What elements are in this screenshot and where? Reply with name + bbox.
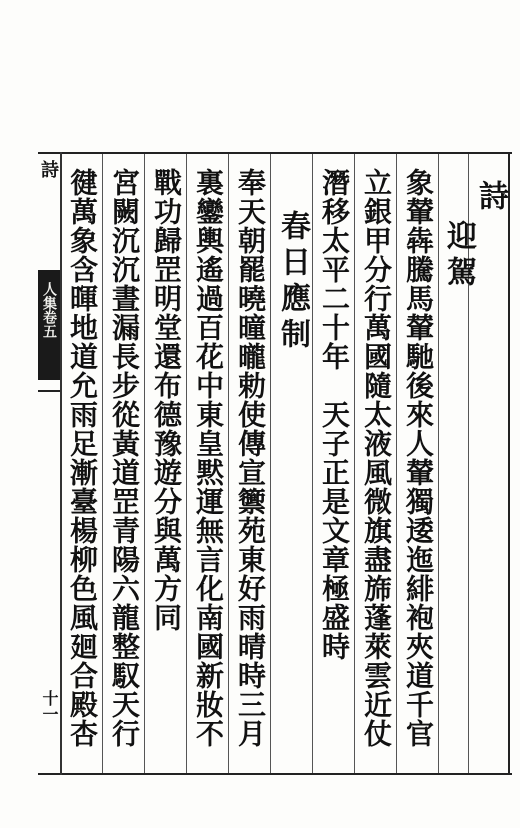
poem-line: 戰功歸罡明堂還布德豫遊分與萬方同 xyxy=(150,168,183,632)
column-rule xyxy=(354,154,355,773)
margin-volume-label: 人集卷五 xyxy=(40,282,58,372)
column-rule xyxy=(102,154,103,773)
poem-line: 象輦犇騰馬輦馳後來人輦獨逶迤緋袍夾道千官 xyxy=(402,168,435,748)
poem-line: 裏鑾輿遙過百花中東皇黙運無言化南國新妝不 xyxy=(192,168,225,748)
column-rule xyxy=(144,154,145,773)
column-rule xyxy=(270,154,271,773)
margin-page-number: 十一 xyxy=(40,690,59,722)
margin-fish-tail xyxy=(38,382,60,392)
margin-title: 詩 xyxy=(38,160,59,178)
column-rule xyxy=(312,154,313,773)
frame-top-border xyxy=(38,152,512,154)
poem-line: 奉天朝罷曉曈曨勅使傳宣籞苑東好雨晴時三月 xyxy=(234,168,267,748)
column-rule xyxy=(396,154,397,773)
poem-line: 潛移太平二十年 天子正是文章極盛時 xyxy=(318,168,351,661)
poem-title-spring-day: 春日應制 xyxy=(275,210,310,354)
poem-line: 立銀甲分行萬國隨太液風微旗盡旆蓬萊雲近仗 xyxy=(360,168,393,748)
section-heading-poems: 詩 xyxy=(473,180,508,216)
column-rule xyxy=(186,154,187,773)
poem-line: 徤萬象含暉地道允雨足漸臺楊柳色風廻合殿杏 xyxy=(66,168,99,748)
column-rule xyxy=(228,154,229,773)
poem-title-welcoming-carriage: 迎駕 xyxy=(441,220,476,292)
poem-line: 宮闕沉沉晝漏長步從黃道罡青陽六龍整馭天行 xyxy=(108,168,141,748)
